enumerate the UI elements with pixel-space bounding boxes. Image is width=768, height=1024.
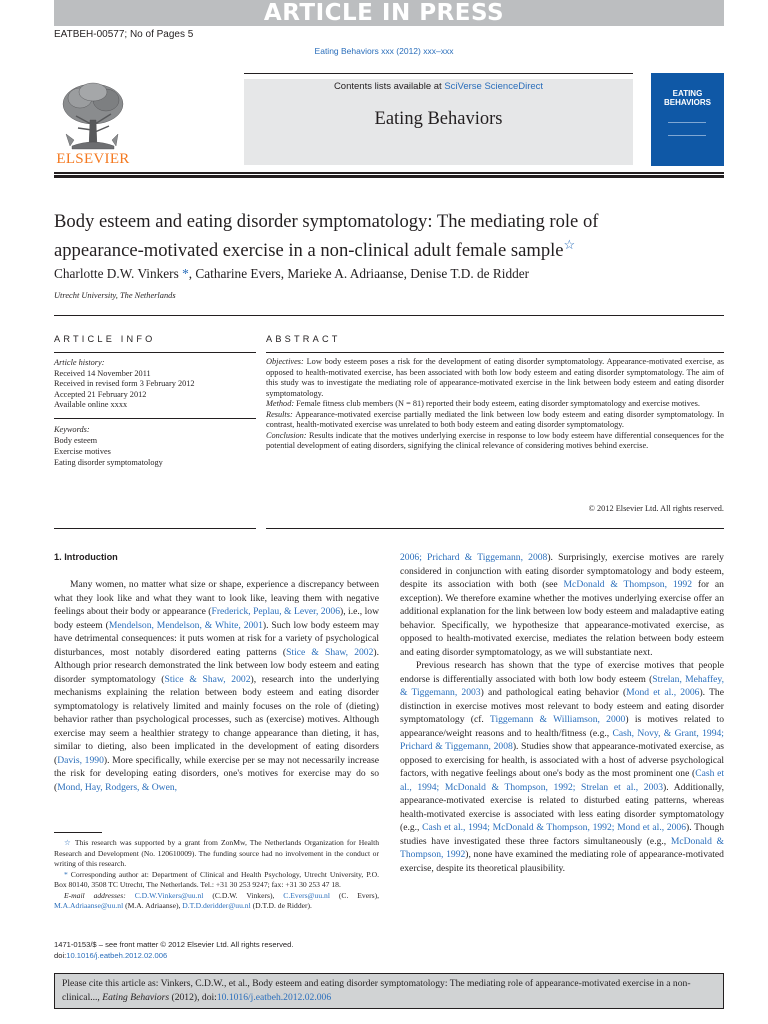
cite-this-article-text [62,977,716,1005]
affiliation-rule [54,315,724,316]
journal-title: Eating Behaviors [374,109,503,129]
body-text: ), none have examined the mediating role of appearance-motivated exercise, despite its theoretical plausibility. [400,849,724,874]
citation-text: Please cite this article as: Vinkers, C.D.W., et al., Body esteem and eating disorder symptomatology: The mediating role of appearance-motivated exercise in a non-clinical..., [62,978,691,1003]
citation-link[interactable]: Stice & Shaw, 2002 [164,673,251,685]
intro-paragraph-2 [400,659,724,875]
banner-text: ARTICLE IN PRESS [263,0,505,26]
footnote-asterisk: * [64,869,68,879]
body-text: Previous research has shown that the type of exercise motives that people endorse is differentially associated with both low body esteem ( [400,660,724,685]
footnote-corresponding [54,870,379,891]
keyword-item: Eating disorder symptomatology [54,458,163,467]
citation-link[interactable]: Tiggemann & Williamson, 2000 [489,714,626,725]
citation-link[interactable]: Mendelson, Mendelson, & White, 2001 [108,619,263,631]
citation-link[interactable]: 2006; Prichard & Tiggemann, 2008 [400,552,548,563]
objectives-text: Low body esteem poses a risk for the development of eating disorder symptomatology. Appearance-motivated exercise, as opposed to health-motivated exercise, has been associated with both low body esteem and eating disorder symptomatology. The aim of this study was to investigate the mediating role of appearance-motivated exercise in the link between body esteem and eating disorder symptomatology. [266,357,724,398]
email-link[interactable]: D.T.D.deridder@uu.nl [182,901,251,910]
abstract-text [266,357,724,452]
abstract-results [266,410,724,431]
article-history [54,358,256,411]
body-column-left [54,578,379,794]
article-info-rule-top [54,352,256,353]
method-label: Method: [266,399,295,408]
contents-line [244,81,633,92]
document-id: EATBEH-00577; No of Pages 5 [54,29,194,40]
body-text: ), research into the underlying mechanisms explaining the relation between body esteem and eating disorder symptomatology is relatively limited and mainly focuses on the role of (dieting) behavior rather than psychological processes, such as (exercise) motives. Although exercise may seem a healthier strategy to change appearance than dieting, it has, similar to dieting, also been implicated in the development of eating disorders ( [54,673,380,766]
affiliation: Utrecht University, The Netherlands [54,291,176,300]
history-online: Available online xxxx [54,400,128,410]
abstract-rule-top [266,352,724,353]
contents-prefix: Contents lists available at [333,81,445,92]
history-accepted: Accepted 21 February 2012 [54,389,147,399]
citation-link[interactable]: Cash et al., 1994; McDonald & Thompson, 1992; Mond et al., 2006 [422,822,687,833]
keyword-item: Exercise motives [54,447,111,456]
keyword-item: Body esteem [54,436,98,445]
history-received: Received 14 November 2011 [54,368,151,378]
section-heading: 1. Introduction [54,552,118,562]
title-line-1: Body esteem and eating disorder symptomatology: The mediating role of [54,211,599,232]
author-1: Charlotte D.W. Vinkers [54,266,179,281]
body-text: ), i.e., low body esteem ( [54,606,380,631]
citation-link[interactable]: Stice & Shaw, 2002 [286,646,374,658]
issn-line: 1471-0153/$ – see front matter © 2012 Elsevier Ltd. All rights reserved. [54,940,294,949]
citation-doi-link[interactable]: 10.1016/j.eatbeh.2012.02.006 [216,992,332,1003]
intro-paragraph-1 [54,578,379,794]
abstract-copyright: © 2012 Elsevier Ltd. All rights reserved. [588,504,724,513]
footnote-text: Corresponding author at: Department of Clinical and Health Psychology, Utrecht University, P.O. Box 80140, 3508 TC Utrecht, The Netherlands. Tel.: +31 30 253 9247; fax: +31 30 253 47 18. [54,869,379,889]
body-text: ). Although prior research demonstrated the link between low body esteem and eating disorder symptomatology ( [54,646,379,685]
history-label: Article history: [54,358,105,367]
footnotes [54,838,379,912]
citation-link[interactable]: Strelan, Mehaffey, & Tiggemann, 2003 [400,673,724,698]
publisher-name: ELSEVIER [56,151,130,167]
email-owner: (D.T.D. de Ridder). [250,901,312,910]
front-matter [54,939,379,961]
body-text: ). Studies show that appearance-motivated exercise, as opposed to exercising for health, is associated with a host of adverse psychological factors, with negative feelings about one's body as the most prominent one ( [400,741,724,779]
doi-line [54,950,379,961]
citation-link[interactable]: Frederick, Peplau, & Lever, 2006 [211,606,340,617]
article-info-rule-bottom [54,528,256,529]
header-top-rule [244,73,633,74]
results-text: Appearance-motivated exercise partially mediated the link between low body esteem and eating disorder symptomatology. In contrast, health-motivated exercise was unrelated to both body esteem and eating disorder symptomatology. [266,409,724,429]
citation-link[interactable]: Cash, Novy, & Grant, 1994; Prichard & Tiggemann, 2008 [400,727,724,752]
paper-title [54,210,694,262]
abstract-method [266,399,724,410]
email-owner: (M.A. Adriaanse), [123,901,183,910]
email-owner: (C.D.W. Vinkers), [203,890,284,900]
title-footnote-star-icon[interactable]: ☆ [563,237,576,252]
abstract-heading: ABSTRACT [266,334,341,344]
doi-link[interactable]: 10.1016/j.eatbeh.2012.02.006 [66,951,168,960]
footnote-text: This research was supported by a grant from ZonMw, The Netherlands Organization for Health Research and Development (No. 120610009). The funding source had no involvement in the conduct or writing of this research. [54,838,379,868]
body-text: ). More specifically, while exercise per se may not necessarily increase the risk for developing eating disorders, one's motives for exercise may do so ( [54,754,379,793]
footnote-funding [54,838,379,870]
email-label: E-mail addresses: [64,890,126,900]
footnote-emails [54,891,379,912]
body-text: ) is motives related to appearance/weight reasons and to health/fitness (e.g., [400,714,724,739]
corresponding-author-mark[interactable]: * [182,266,189,281]
body-column-right [400,551,724,875]
keywords-label: Keywords: [54,425,90,434]
abstract-objectives [266,357,724,399]
email-link[interactable]: C.D.W.Vinkers@uu.nl [134,890,204,900]
other-authors: , Catharine Evers, Marieke A. Adriaanse, Denise T.D. de Ridder [188,266,530,281]
doi-prefix: doi: [54,951,67,960]
body-text: ) and pathological eating behavior ( [480,687,627,698]
journal-reference-link[interactable]: Eating Behaviors xxx (2012) xxx–xxx [314,46,454,56]
email-owner: (C. Evers), [329,890,379,900]
abstract-conclusion [266,431,724,452]
citation-link[interactable]: McDonald & Thompson, 1992 [400,835,724,860]
cover-title-line-2: BEHAVIORS [664,98,711,107]
citation-link[interactable]: Mond et al., 2006 [626,687,700,698]
header-rule-thin [54,172,724,174]
body-text: ). Surprisingly, exercise motives are rarely considered in conjunction with eating disorder symptomatology and body esteem, despite its association with both (see [400,552,724,590]
citation-link[interactable]: Davis, 1990 [57,754,104,766]
citation-link[interactable]: Mond, Hay, Rodgers, & Owen, [57,781,178,793]
title-line-2 [54,233,694,262]
citation-link[interactable]: McDonald & Thompson, 1992 [563,579,693,590]
intro-paragraph-1-continued [400,551,724,659]
body-text: Many women, no matter what size or shape, experience a discrepancy between what they look like and what they want to look like, leaving them with negative feelings about their body or appearance ( [54,579,379,617]
footnote-star-icon: ☆ [64,838,72,847]
cover-title [651,89,724,107]
journal-cover-image[interactable] [651,73,724,166]
article-info-heading: ARTICLE INFO [54,334,156,344]
history-revised: Received in revised form 3 February 2012 [54,379,195,389]
body-text: ). Though studies have investigated these three factors simultaneously (e.g., [400,822,724,847]
article-info-rule-middle [54,418,256,419]
citation-journal: Eating Behaviors [102,992,170,1003]
sciencedirect-link[interactable]: SciVerse ScienceDirect [444,81,544,92]
objectives-label: Objectives: [266,357,304,366]
results-label: Results: [266,409,293,419]
header-rule-thick [54,175,724,178]
citation-text: (2012), doi: [169,992,217,1003]
body-text: ). The distinction in exercise motives most relevant to body esteem and eating disorder symptomatology (cf. [400,687,724,725]
footnote-rule [54,832,102,833]
abstract-rule-bottom [266,528,724,529]
method-text: Female fitness club members (N = 81) reported their body esteem, eating disorder symptomatology and exercise motives. [294,399,700,408]
body-text: for an exception). We therefore examine whether the motives underlying exercise offer an additional explanation for the link between low body esteem and maladaptive eating behavior. Specifically, we hypothesize that appearance-motivated exercise, as opposed to health-motivated exercise, mediates the relation between body esteem and eating disorder symptomatology, as we will substantiate next. [400,579,724,658]
email-link[interactable]: C.Evers@uu.nl [283,890,330,900]
email-link[interactable]: M.A.Adriaanse@uu.nl [54,901,124,910]
citation-link[interactable]: Cash et al., 1994; McDonald & Thompson, 1992; Strelan et al., 2003 [400,768,724,793]
conclusion-text: Results indicate that the motives underlying exercise in response to low body esteem have differential consequences for the potential development of eating disorders, signifying the clinical relevance of considering motives behind exercise. [266,430,724,450]
author-list [54,266,724,282]
cover-title-line-1: EATING [672,89,703,98]
keywords [54,424,256,468]
title-line-2-text: appearance-motivated exercise in a non-clinical adult female sample [54,240,564,262]
cover-decoration [668,122,706,136]
body-text: ). Such low body esteem may have detrimental consequences: it puts women at risk for a variety of psychological disturbances, most notably disordered eating patterns ( [54,619,379,658]
body-text: ). Additionally, appearance-motivated exercise is related to disturbed eating patterns, whereas health-motivated exercise is associated with less eating disorder symptomatology (e.g., [400,781,724,833]
conclusion-label: Conclusion: [266,430,307,440]
